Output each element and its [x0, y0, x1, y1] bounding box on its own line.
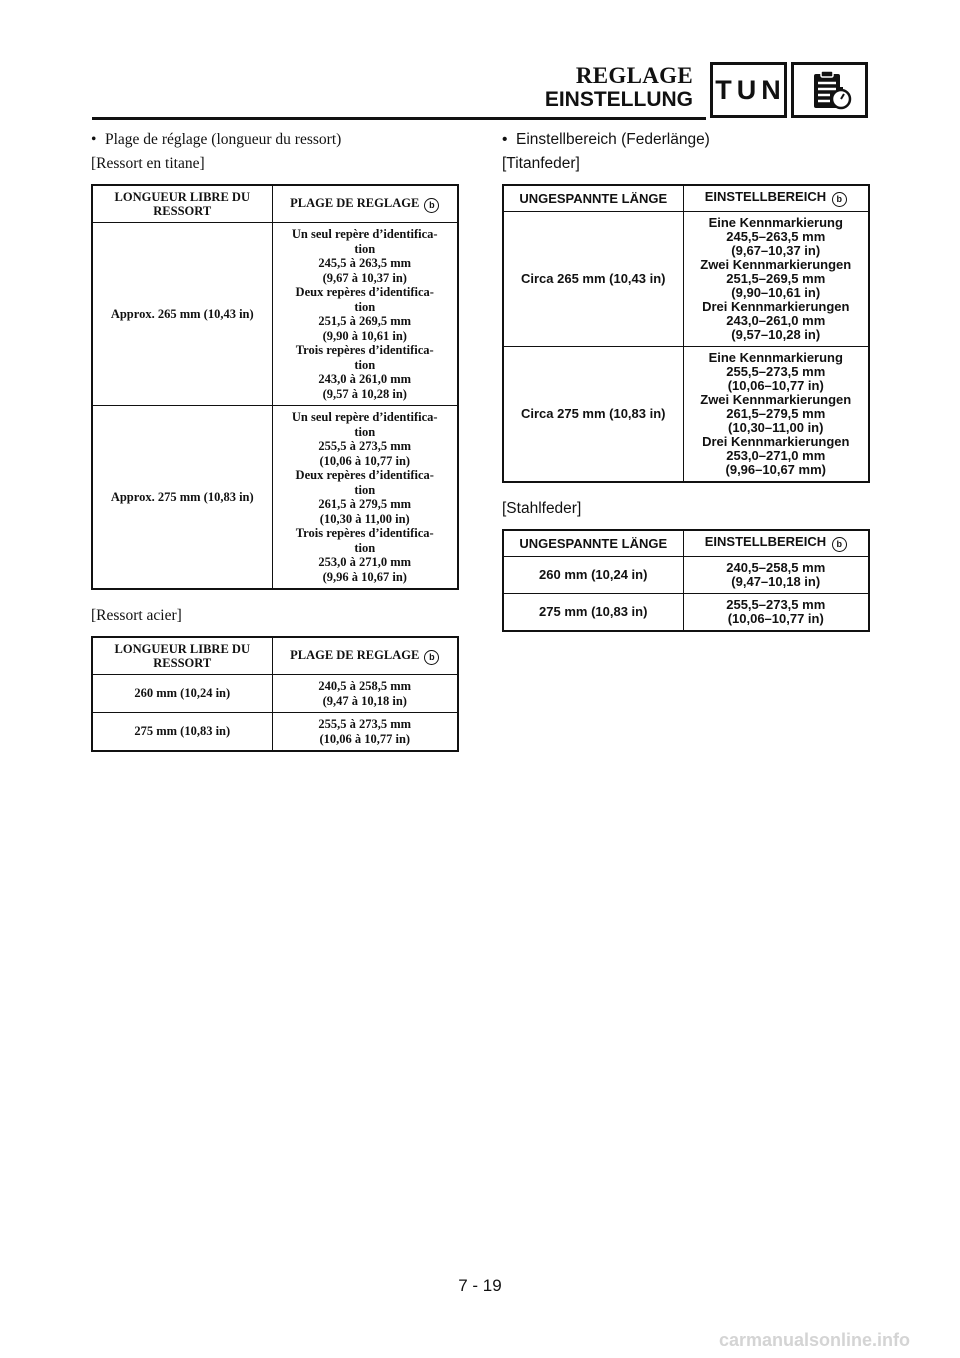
titanium-spring-table [502, 184, 870, 483]
steel-spring-label: [Ressort acier] [91, 607, 182, 624]
titanium-spring-label: [Titanfeder] [502, 155, 580, 172]
adjustment-range-cell: 240,5–258,5 mm (9,47–10,18 in) [683, 557, 869, 594]
bullet-dot-icon: • [91, 131, 97, 148]
bullet-item [91, 130, 459, 150]
french-column [91, 130, 459, 752]
callout-b-icon: b [832, 537, 847, 552]
spring-length-cell: Circa 265 mm (10,43 in) [503, 212, 683, 347]
titanium-spring-label: [Ressort en titane] [91, 155, 205, 172]
steel-spring-label: [Stahlfeder] [502, 500, 582, 517]
table-row [92, 223, 458, 406]
steel-spring-table [502, 529, 870, 632]
table-row [92, 713, 458, 752]
adjustment-range-cell: 255,5 à 273,5 mm (10,06 à 10,77 in) [272, 713, 458, 752]
table-row [503, 212, 869, 347]
adjustment-range-cell: Un seul repère d’identifica- tion 245,5 à 263,5 mm (9,67 à 10,37 in) Deux repères d’identifica- tion 251,5 à 269,5 mm (9,90 à 10,61 in) Trois repères d’identifica- tion 243,0 à 261,0 mm (9,57 à 10,28 in) [272, 223, 458, 406]
column-header-range: EINSTELLBEREICH b [683, 530, 869, 557]
column-header-range: PLAGE DE REGLAGE b [272, 185, 458, 223]
column-header-range: PLAGE DE REGLAGE b [272, 637, 458, 675]
spring-length-cell: Approx. 275 mm (10,83 in) [92, 406, 272, 590]
callout-b-icon: b [424, 198, 439, 213]
section-code-box [710, 62, 787, 118]
spring-length-cell: 260 mm (10,24 in) [503, 557, 683, 594]
section-code: TUN [715, 74, 786, 105]
titanium-spring-table [91, 184, 459, 590]
adjustment-range-cell: Un seul repère d’identifica- tion 255,5 à 273,5 mm (10,06 à 10,77 in) Deux repères d’identifica- tion 261,5 à 279,5 mm (10,30 à 11,00 in) Trois repères d’identifica- tion 253,0 à 271,0 mm (9,96 à 10,67 in) [272, 406, 458, 590]
bullet-text: Plage de réglage (longueur du ressort) [105, 131, 342, 148]
spring-length-cell: 275 mm (10,83 in) [92, 713, 272, 752]
adjustment-range-cell: 255,5–273,5 mm (10,06–10,77 in) [683, 594, 869, 632]
bullet-item [502, 130, 870, 150]
table-row [92, 406, 458, 590]
callout-b-icon: b [832, 192, 847, 207]
bullet-text: Einstellbereich (Federlänge) [516, 131, 710, 148]
adjustment-range-cell: Eine Kennmarkierung 255,5–273,5 mm (10,06–10,77 in) Zwei Kennmarkierungen 261,5–279,5 mm (10,30–11,00 in) Drei Kennmarkierungen 253,0–271,0 mm (9,96–10,67 mm) [683, 347, 869, 483]
watermark: carmanualsonline.info [718, 1330, 910, 1350]
table-row [503, 347, 869, 483]
spring-length-cell: Circa 275 mm (10,83 in) [503, 347, 683, 483]
page-title-french: REGLAGE [575, 63, 693, 88]
spring-length-cell: Approx. 265 mm (10,43 in) [92, 223, 272, 406]
bullet-dot-icon: • [502, 131, 508, 148]
column-header-length: LONGUEUR LIBRE DU RESSORT [92, 637, 272, 675]
german-column [502, 130, 870, 632]
header-rule [92, 117, 706, 120]
spring-length-cell: 260 mm (10,24 in) [92, 675, 272, 713]
steel-spring-table [91, 636, 459, 752]
column-header-length: UNGESPANNTE LÄNGE [503, 185, 683, 212]
adjustment-range-cell: 240,5 à 258,5 mm (9,47 à 10,18 in) [272, 675, 458, 713]
table-row [503, 557, 869, 594]
column-header-length: UNGESPANNTE LÄNGE [503, 530, 683, 557]
spring-length-cell: 275 mm (10,83 in) [503, 594, 683, 632]
callout-b-icon: b [424, 650, 439, 665]
page-number: 7 - 19 [458, 1276, 502, 1295]
clipboard-stopwatch-icon [791, 62, 868, 118]
adjustment-range-cell: Eine Kennmarkierung 245,5–263,5 mm (9,67–10,37 in) Zwei Kennmarkierungen 251,5–269,5 mm (9,90–10,61 in) Drei Kennmarkierungen 243,0–261,0 mm (9,57–10,28 in) [683, 212, 869, 347]
page-title-german: EINSTELLUNG [544, 88, 693, 111]
table-row [503, 594, 869, 632]
column-header-range: EINSTELLBEREICH b [683, 185, 869, 212]
table-row [92, 675, 458, 713]
column-header-length: LONGUEUR LIBRE DU RESSORT [92, 185, 272, 223]
